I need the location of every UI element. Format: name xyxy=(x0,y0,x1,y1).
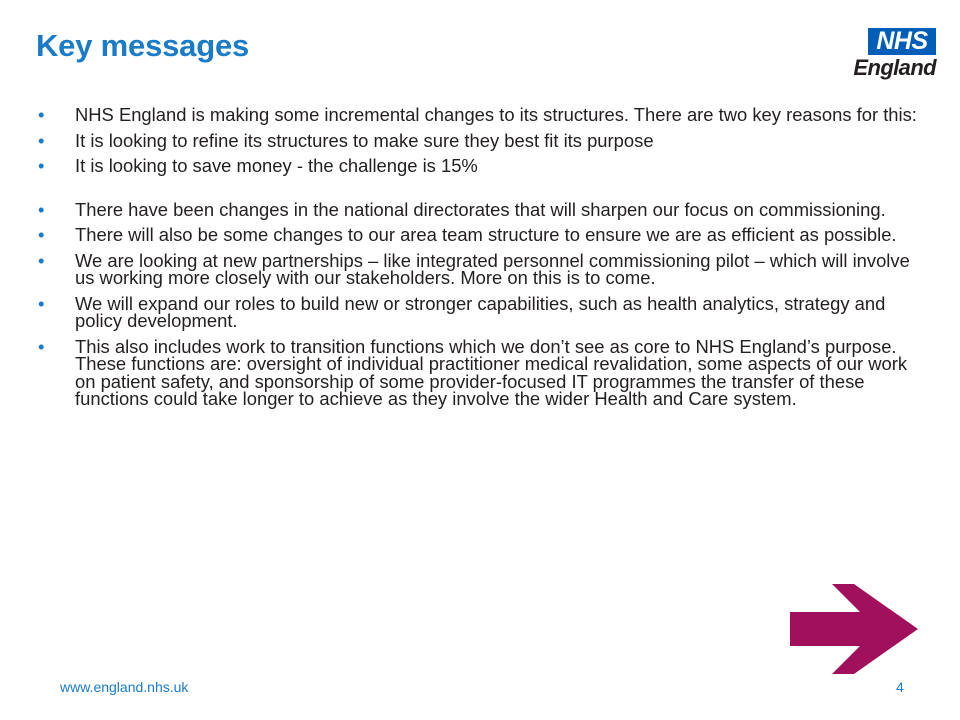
bullet-item: • This also includes work to transition functions which we don’t see as core to NHS England’s purpose. These functions are: oversight of individual practitioner medical revalidation, some aspects of our work on patient safety, and sponsorship of some provider-focused IT programmes the transfer of these functions could take longer to achieve as they involve the wider Health and Care system. xyxy=(38,338,928,408)
bullet-item: • There will also be some changes to our area team structure to ensure we are as efficient as possible. xyxy=(38,226,928,244)
bullet-list xyxy=(38,106,928,416)
bullet-item: • There have been changes in the national directorates that will sharpen our focus on commissioning. xyxy=(38,201,928,219)
footer-url: www.england.nhs.uk xyxy=(60,679,189,695)
page-number: 4 xyxy=(896,679,904,695)
slide-title: Key messages xyxy=(36,28,250,63)
bullet-item: • We will expand our roles to build new or stronger capabilities, such as health analytics, strategy and policy development. xyxy=(38,295,928,330)
right-arrow-icon xyxy=(790,578,922,680)
nhs-logo-name: England xyxy=(853,55,936,80)
nhs-england-logo xyxy=(848,28,936,82)
bullet-item: • It is looking to refine its structures to make sure they best fit its purpose xyxy=(38,132,928,150)
bullet-item: • It is looking to save money - the challenge is 15% xyxy=(38,157,928,175)
bullet-item: • We are looking at new partnerships – like integrated personnel commissioning pilot – which will involve us working more closely with our stakeholders. More on this is to come. xyxy=(38,252,928,287)
bullet-item: • NHS England is making some incremental changes to its structures. There are two key reasons for this: xyxy=(38,106,928,124)
nhs-logo-badge: NHS xyxy=(868,28,936,55)
